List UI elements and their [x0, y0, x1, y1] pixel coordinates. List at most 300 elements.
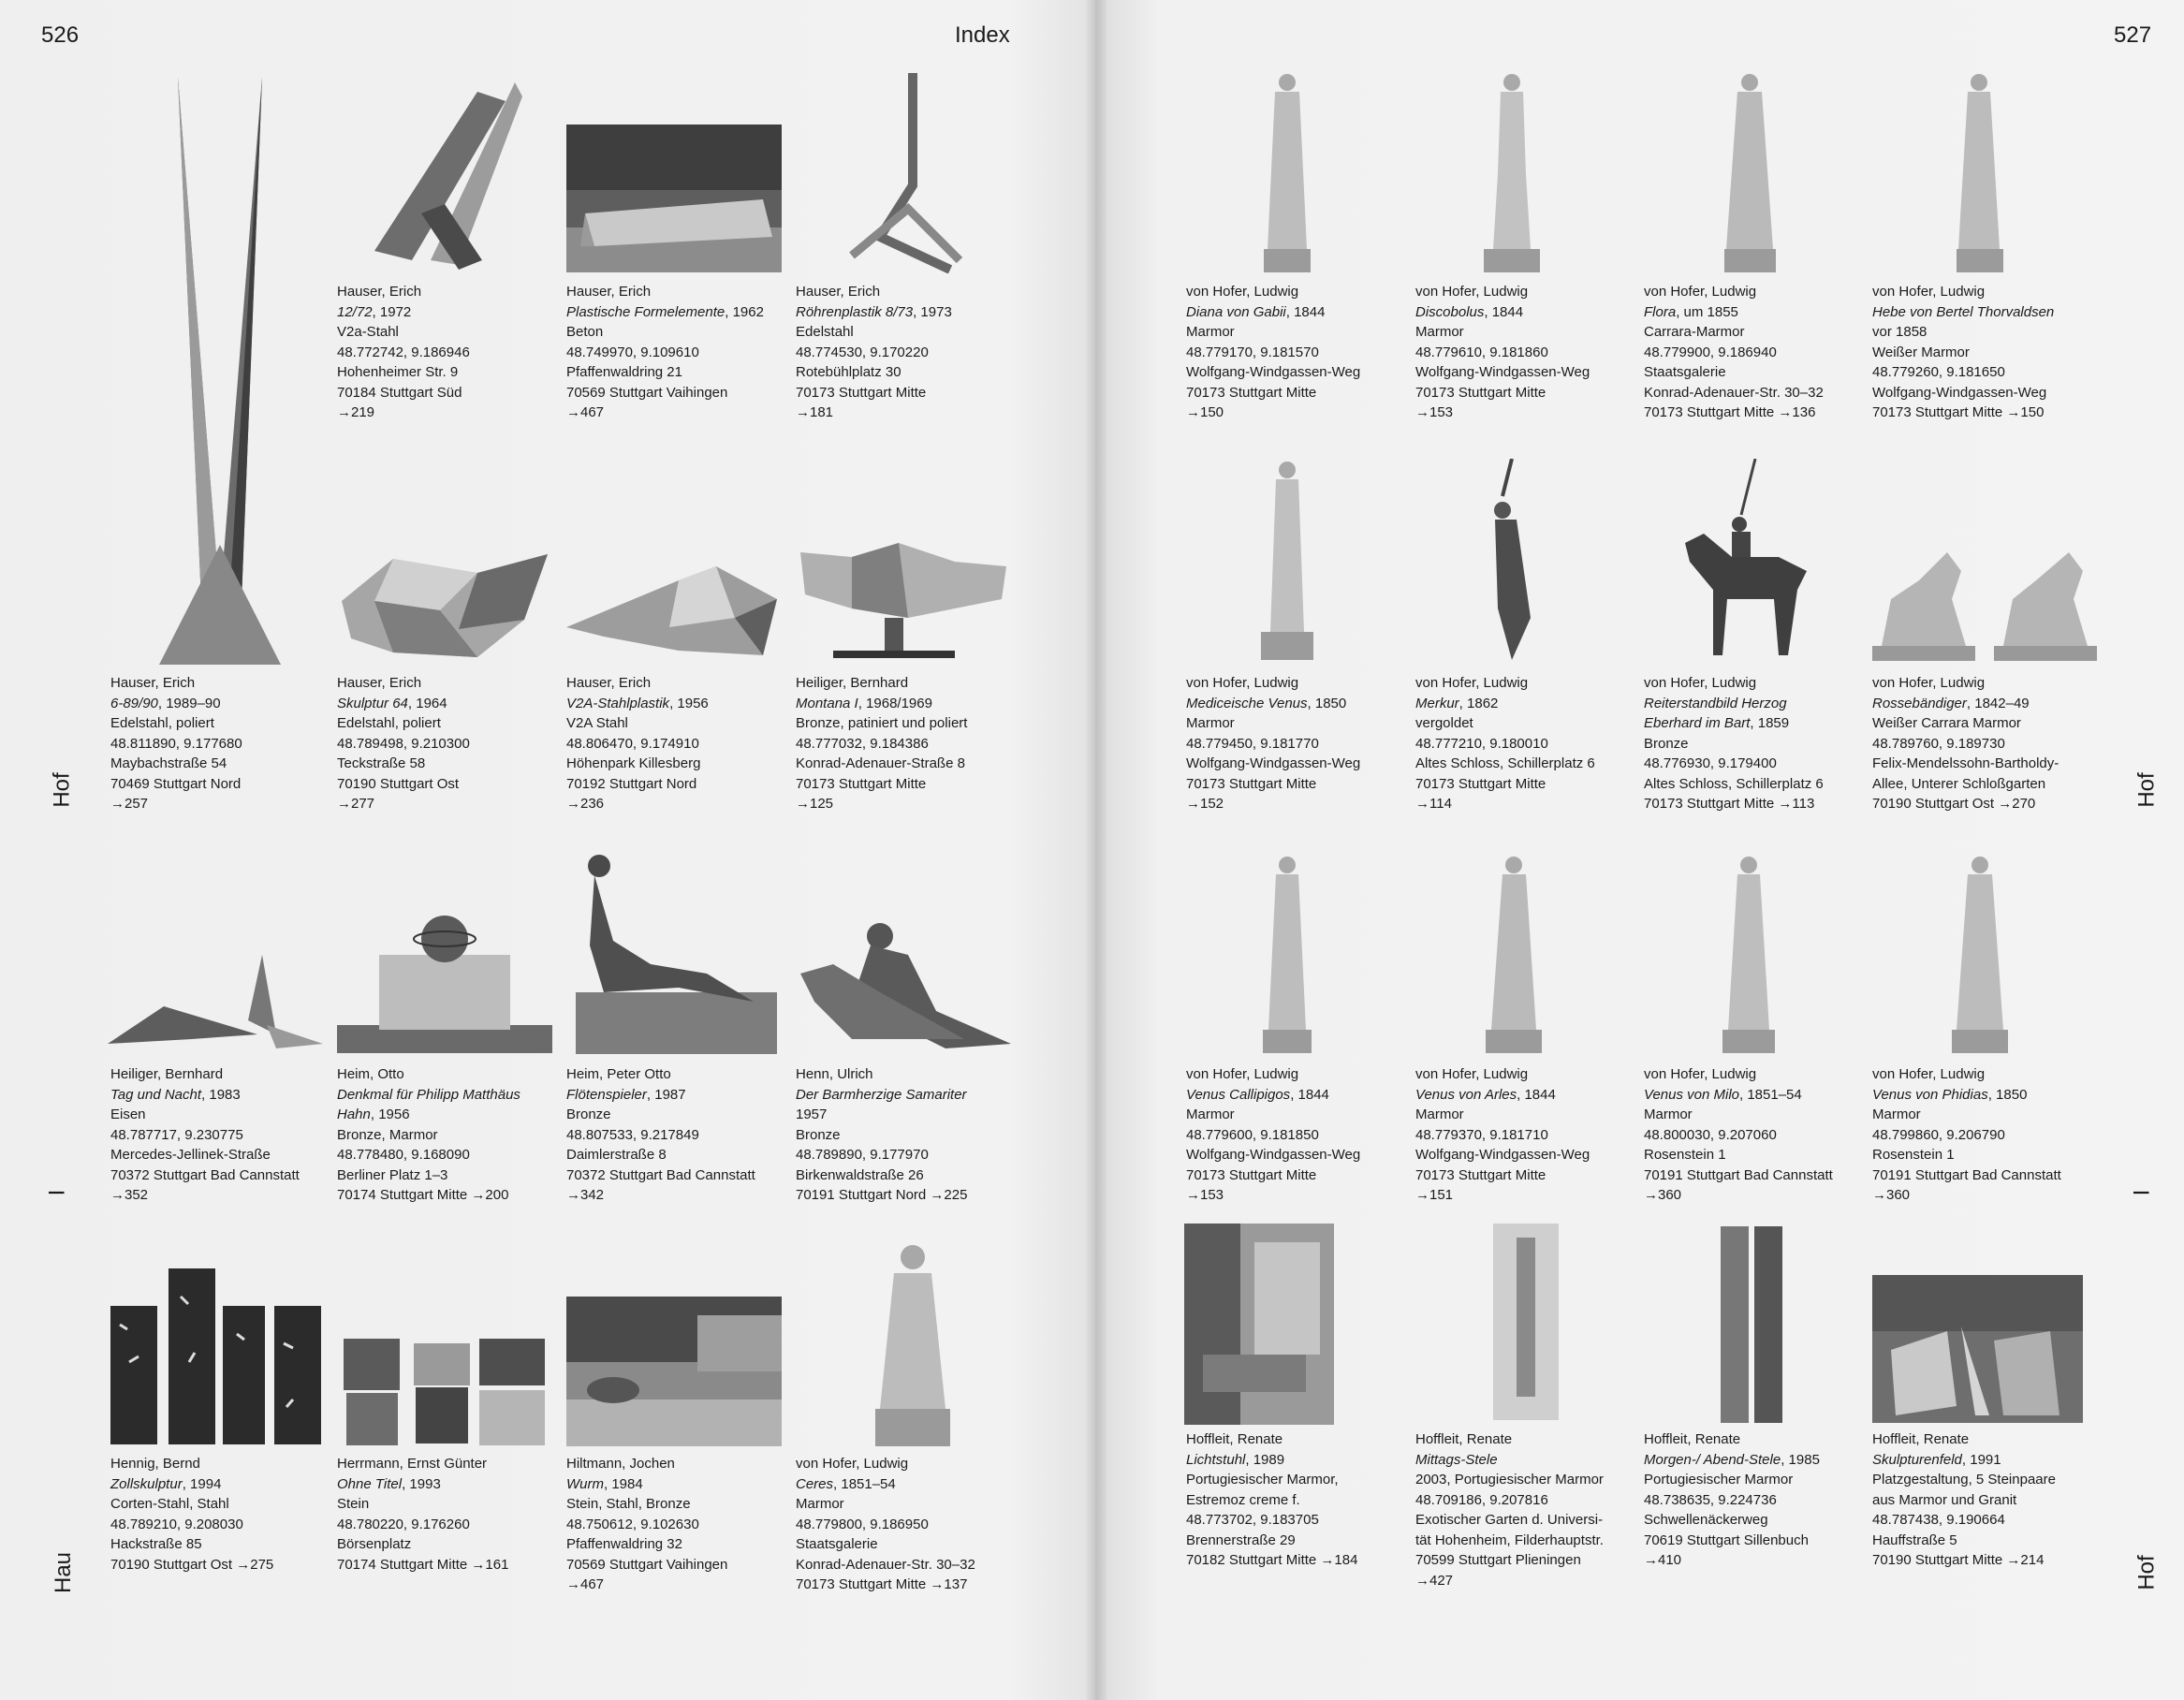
entry-title: V2A-Stahlplastik	[566, 695, 670, 711]
entry-city: 70173 Stuttgart Mitte	[1186, 1166, 1317, 1183]
entry-coordinates: 48.789760, 9.189730	[1872, 735, 2005, 752]
entry-material: Marmor	[1186, 1106, 1235, 1122]
index-entry-hofer-merkur	[1415, 673, 1635, 814]
entry-material: Bronze	[796, 1126, 841, 1143]
entry-page-ref: →410	[1644, 1552, 1682, 1568]
index-entry-hauser-12-72	[337, 282, 557, 423]
entry-artist: von Hofer, Ludwig	[1644, 284, 1757, 300]
entry-coordinates: 48.778480, 9.168090	[337, 1147, 470, 1163]
sculpture-photo-skulpturenfeld	[1872, 1275, 2083, 1423]
entry-address: Schwellenäckerweg	[1644, 1512, 1768, 1528]
index-entry-hauser-plastische-formelemente	[566, 282, 786, 423]
entry-coordinates: 48.806470, 9.174910	[566, 735, 699, 752]
sculpture-photo-montana-i	[796, 543, 1013, 665]
sculpture-photo-wurm	[566, 1297, 782, 1446]
entry-coordinates: 48.779800, 9.186950	[796, 1516, 929, 1532]
index-entry-heim-floetenspieler	[566, 1064, 786, 1206]
entry-title: Wurm	[566, 1475, 604, 1492]
index-entry-herrmann-ohne-titel	[337, 1454, 557, 1575]
entry-artist: Hoffleit, Renate	[1872, 1431, 1970, 1447]
entry-coordinates: 48.777032, 9.184386	[796, 735, 929, 752]
entry-coordinates: 48.779170, 9.181570	[1186, 344, 1319, 360]
entry-material: Beton	[566, 324, 604, 340]
entry-date: , um 1855	[1676, 303, 1738, 320]
statue-photo-venus-von-milo	[1711, 852, 1786, 1053]
entry-artist: Hoffleit, Renate	[1415, 1431, 1513, 1447]
sculpture-photo-lichtstuhl	[1184, 1224, 1334, 1425]
entry-material: Marmor	[1415, 1106, 1464, 1122]
entry-address: Wolfgang-Windgassen-Weg	[1186, 1147, 1361, 1163]
entry-title: Morgen-/ Abend-Stele	[1644, 1451, 1781, 1468]
entry-coordinates: 48.780220, 9.176260	[337, 1516, 470, 1532]
entry-city: 70469 Stuttgart Nord	[110, 775, 242, 792]
sculpture-photo-6-89-90	[150, 77, 290, 665]
entry-address-2: tät Hohenheim, Filderhauptstr.	[1415, 1531, 1604, 1548]
entry-artist: von Hofer, Ludwig	[1644, 675, 1757, 691]
entry-coordinates: 48.774530, 9.170220	[796, 344, 929, 360]
index-entry-hofer-reiterstandbild	[1644, 673, 1864, 814]
index-entry-hofer-venus-callipigos	[1186, 1064, 1406, 1206]
index-entry-hauser-6-89-90	[110, 673, 330, 814]
entry-artist: Herrmann, Ernst Günter	[337, 1456, 488, 1472]
entry-coordinates: 48.789498, 9.210300	[337, 735, 470, 752]
entry-artist: von Hofer, Ludwig	[1415, 1066, 1529, 1082]
entry-address: Wolfgang-Windgassen-Weg	[1186, 755, 1361, 771]
entry-artist: Hoffleit, Renate	[1186, 1431, 1283, 1447]
entry-material: Bronze, patiniert und poliert	[796, 715, 968, 731]
page-number-right: 527	[2114, 22, 2152, 48]
index-entry-hauser-v2a-stahlplastik	[566, 673, 786, 814]
entry-date: , 1956	[370, 1106, 410, 1122]
entry-address: Altes Schloss, Schillerplatz 6	[1415, 755, 1595, 771]
sculpture-photo-plastische-formelemente	[566, 125, 782, 272]
statue-photo-rossebaendiger	[1872, 543, 2097, 661]
entry-address: Höhenpark Killesberg	[566, 755, 701, 771]
index-entry-hoffleit-skulpturenfeld	[1872, 1429, 2092, 1571]
entry-title: Zollskulptur	[110, 1475, 183, 1492]
entry-artist: Hauser, Erich	[796, 284, 881, 300]
entry-date: , 1994	[182, 1475, 222, 1492]
entry-title: Diana von Gabii	[1186, 303, 1286, 320]
entry-address: Felix-Mendelssohn-Bartholdy-	[1872, 755, 2059, 771]
entry-title: Skulptur 64	[337, 695, 408, 711]
entry-page-ref: →360	[1872, 1187, 1911, 1203]
sculpture-photo-skulptur-64	[337, 545, 550, 661]
side-tab-middle-left: I	[44, 1189, 70, 1196]
entry-material: Platzgestaltung, 5 Steinpaare	[1872, 1472, 2056, 1488]
entry-material: Weißer Carrara Marmor	[1872, 715, 2021, 731]
entry-title: Venus Callipigos	[1186, 1086, 1291, 1103]
entry-title: Flötenspieler	[566, 1086, 647, 1103]
entry-date: , 1850	[1987, 1086, 2028, 1103]
entry-address: Teckstraße 58	[337, 755, 426, 771]
entry-material: Marmor	[796, 1496, 844, 1512]
entry-coordinates: 48.779900, 9.186940	[1644, 344, 1777, 360]
entry-coordinates: 48.750612, 9.102630	[566, 1516, 699, 1532]
index-entry-hofer-mediceische-venus	[1186, 673, 1406, 814]
index-entry-heiliger-tag-und-nacht	[110, 1064, 330, 1206]
entry-coordinates: 48.779600, 9.181850	[1186, 1126, 1319, 1143]
entry-date: , 1859	[1750, 715, 1790, 731]
entry-material: Edelstahl, poliert	[337, 715, 441, 731]
entry-coordinates: 48.787438, 9.190664	[1872, 1512, 2005, 1528]
entry-page-ref: →125	[796, 796, 834, 812]
index-entry-hoffleit-mittags-stele	[1415, 1429, 1635, 1590]
entry-artist: von Hofer, Ludwig	[1872, 1066, 1986, 1082]
entry-city: 70173 Stuttgart Mitte	[796, 384, 927, 401]
entry-title: Ceres	[796, 1475, 834, 1492]
book-gutter	[1086, 0, 1107, 1700]
entry-city: 70173 Stuttgart Mitte	[1415, 1166, 1546, 1183]
entry-coordinates: 48.738635, 9.224736	[1644, 1491, 1777, 1508]
entry-coordinates: 48.772742, 9.186946	[337, 344, 470, 360]
running-head: Index	[955, 22, 1010, 48]
sculpture-photo-12-72	[365, 73, 524, 270]
index-entry-hofer-venus-von-phidias	[1872, 1064, 2092, 1206]
entry-coordinates: 48.779370, 9.181710	[1415, 1126, 1548, 1143]
entry-material-2: aus Marmor und Granit	[1872, 1491, 2017, 1508]
statue-photo-reiterstandbild	[1676, 459, 1816, 660]
entry-city: 70173 Stuttgart Mitte →136	[1644, 404, 1816, 420]
entry-artist: von Hofer, Ludwig	[1186, 675, 1299, 691]
entry-date: , 1989	[1245, 1451, 1285, 1468]
sculpture-photo-mittags-stele	[1488, 1224, 1563, 1420]
index-entry-hiltmann-wurm	[566, 1454, 786, 1595]
entry-date: , 1844	[1290, 1086, 1329, 1103]
entry-artist: von Hofer, Ludwig	[1872, 675, 1986, 691]
index-entry-hofer-venus-von-milo	[1644, 1064, 1864, 1206]
entry-material: Portugiesischer Marmor	[1644, 1472, 1794, 1488]
entry-title-continued: Hahn	[337, 1106, 371, 1122]
sculpture-photo-v2a-stahlplastik	[566, 562, 777, 663]
entry-coordinates: 48.749970, 9.109610	[566, 344, 699, 360]
entry-page-ref: →360	[1644, 1187, 1682, 1203]
entry-coordinates: 48.789210, 9.208030	[110, 1516, 243, 1532]
entry-title: Röhrenplastik 8/73	[796, 303, 914, 320]
side-tab-lower-left: Hau	[51, 1551, 77, 1594]
entry-city: 70569 Stuttgart Vaihingen	[566, 1556, 728, 1573]
entry-date: , 1993	[402, 1475, 441, 1492]
entry-material: Edelstahl	[796, 324, 854, 340]
entry-coordinates: 48.807533, 9.217849	[566, 1126, 699, 1143]
index-entry-hauser-roehrenplastik	[796, 282, 1016, 423]
entry-coordinates: 48.799860, 9.206790	[1872, 1126, 2005, 1143]
entry-title: Rossebändiger	[1872, 695, 1967, 711]
side-tab-upper-left: Hof	[49, 772, 75, 808]
entry-date: , 1862	[1458, 695, 1499, 711]
sculpture-photo-floetenspieler	[566, 852, 780, 1054]
entry-address: Hauffstraße 5	[1872, 1531, 1957, 1548]
entry-city: 70173 Stuttgart Mitte →150	[1872, 404, 2045, 420]
entry-artist: Heiliger, Bernhard	[110, 1066, 224, 1082]
entry-city: 70192 Stuttgart Nord	[566, 775, 697, 792]
entry-material: Edelstahl, poliert	[110, 715, 214, 731]
entry-coordinates: 48.779450, 9.181770	[1186, 735, 1319, 752]
index-entry-henn-samariter	[796, 1064, 1016, 1206]
entry-material: Corten-Stahl, Stahl	[110, 1496, 229, 1512]
sculpture-photo-samariter	[796, 917, 1013, 1053]
entry-page-ref: →257	[110, 796, 149, 812]
entry-coordinates: 48.787717, 9.230775	[110, 1126, 243, 1143]
entry-date: , 1844	[1517, 1086, 1556, 1103]
entry-city: 70619 Stuttgart Sillenbuch	[1644, 1531, 1809, 1548]
sculpture-photo-zollskulptur	[110, 1268, 321, 1444]
entry-page-ref: →236	[566, 796, 605, 812]
entry-date: , 1956	[669, 695, 709, 711]
entry-address: Birkenwaldstraße 26	[796, 1166, 924, 1183]
entry-artist: Hiltmann, Jochen	[566, 1456, 675, 1472]
index-entry-hofer-flora	[1644, 282, 1864, 423]
entry-page-ref: →342	[566, 1187, 605, 1203]
entry-address: Hohenheimer Str. 9	[337, 364, 459, 380]
entry-title: Mittags-Stele	[1415, 1451, 1498, 1468]
entry-title: Der Barmherzige Samariter	[796, 1086, 967, 1103]
entry-date: , 1973	[913, 303, 952, 320]
entry-material: Carrara-Marmor	[1644, 324, 1745, 340]
sculpture-photo-ceres	[861, 1240, 964, 1446]
index-entry-hoffleit-morgen-abend-stele	[1644, 1429, 1864, 1571]
entry-city: 70173 Stuttgart Mitte →137	[796, 1576, 968, 1592]
entry-date: , 1984	[604, 1475, 643, 1492]
entry-page-ref: →219	[337, 404, 375, 420]
entry-artist: von Hofer, Ludwig	[1186, 1066, 1299, 1082]
index-entry-hennig-zollskulptur	[110, 1454, 330, 1575]
entry-artist: Heim, Otto	[337, 1066, 404, 1082]
entry-material: Stein	[337, 1496, 370, 1512]
entry-page-ref: →467	[566, 404, 605, 420]
entry-material: V2a-Stahl	[337, 324, 399, 340]
entry-artist: von Hofer, Ludwig	[1872, 284, 1986, 300]
entry-artist: Henn, Ulrich	[796, 1066, 873, 1082]
entry-date: 1957	[796, 1106, 828, 1122]
side-tab-upper-right: Hof	[2133, 772, 2160, 808]
entry-title: Mediceische Venus	[1186, 695, 1308, 711]
entry-city: 70173 Stuttgart Mitte	[1186, 775, 1317, 792]
entry-material-2: Estremoz creme f.	[1186, 1491, 1300, 1508]
entry-material: Weißer Marmor	[1872, 344, 1970, 360]
statue-photo-mediceische-venus	[1250, 459, 1325, 660]
entry-address: Börsenplatz	[337, 1536, 412, 1552]
entry-title: Venus von Phidias	[1872, 1086, 1988, 1103]
entry-city: 70569 Stuttgart Vaihingen	[566, 384, 728, 401]
entry-city: 70173 Stuttgart Mitte	[796, 775, 927, 792]
entry-material: Marmor	[1415, 324, 1464, 340]
entry-coordinates: 48.800030, 9.207060	[1644, 1126, 1777, 1143]
entry-address: Rosenstein 1	[1872, 1147, 1955, 1163]
entry-address: Wolfgang-Windgassen-Weg	[1415, 1147, 1590, 1163]
entry-artist: von Hofer, Ludwig	[1415, 675, 1529, 691]
statue-photo-hebe	[1949, 71, 2010, 272]
entry-coordinates: 48.779610, 9.181860	[1415, 344, 1548, 360]
entry-title: Discobolus	[1415, 303, 1485, 320]
statue-photo-venus-callipigos	[1250, 852, 1325, 1053]
index-entry-hofer-ceres	[796, 1454, 1016, 1595]
entry-artist: Heim, Peter Otto	[566, 1066, 671, 1082]
index-entry-heim-denkmal	[337, 1064, 557, 1206]
statue-photo-flora	[1715, 71, 1785, 272]
entry-material: vergoldet	[1415, 715, 1473, 731]
entry-city: 70191 Stuttgart Bad Cannstatt	[1644, 1166, 1833, 1183]
entry-date: , 1972	[372, 303, 412, 320]
entry-page-ref: →114	[1415, 796, 1452, 812]
index-entry-hofer-discobolus	[1415, 282, 1635, 423]
entry-date: , 1991	[1961, 1451, 2001, 1468]
entry-date: , 1964	[407, 695, 447, 711]
entry-page-ref: →151	[1415, 1187, 1454, 1203]
entry-address: Staatsgalerie	[796, 1536, 878, 1552]
entry-title-continued: Eberhard im Bart	[1644, 715, 1751, 731]
entry-city: 70191 Stuttgart Bad Cannstatt	[1872, 1166, 2061, 1183]
statue-photo-venus-von-arles	[1474, 852, 1554, 1053]
entry-city: 70174 Stuttgart Mitte →200	[337, 1187, 509, 1203]
entry-page-ref: →181	[796, 404, 834, 420]
entry-address: Berliner Platz 1–3	[337, 1166, 448, 1183]
entry-address: Daimlerstraße 8	[566, 1147, 667, 1163]
entry-material: Marmor	[1186, 715, 1235, 731]
entry-page-ref: →352	[110, 1187, 149, 1203]
entry-material: Bronze, Marmor	[337, 1126, 438, 1143]
sculpture-photo-tag-und-nacht	[108, 955, 323, 1048]
entry-address: Staatsgalerie	[1644, 364, 1726, 380]
entry-address-2: Konrad-Adenauer-Str. 30–32	[1644, 384, 1824, 401]
entry-title: 12/72	[337, 303, 373, 320]
entry-material: V2A Stahl	[566, 715, 628, 731]
entry-city: 70190 Stuttgart Ost →270	[1872, 796, 2036, 812]
entry-coordinates: 48.779260, 9.181650	[1872, 364, 2005, 380]
entry-date: , 1842–49	[1966, 695, 2030, 711]
entry-title: Montana I	[796, 695, 858, 711]
entry-artist: Hennig, Bernd	[110, 1456, 200, 1472]
entry-address: Rotebühlplatz 30	[796, 364, 901, 380]
entry-date: , 1987	[646, 1086, 686, 1103]
entry-page-ref: →153	[1186, 1187, 1224, 1203]
entry-artist: von Hofer, Ludwig	[1644, 1066, 1757, 1082]
index-entry-hauser-skulptur-64	[337, 673, 557, 814]
right-page	[1095, 0, 2184, 1700]
entry-title: Venus von Milo	[1644, 1086, 1739, 1103]
entry-page-ref: →152	[1186, 796, 1224, 812]
entry-artist: Hauser, Erich	[110, 675, 196, 691]
entry-city: 70372 Stuttgart Bad Cannstatt	[110, 1166, 300, 1183]
entry-material: 2003, Portugiesischer Marmor	[1415, 1472, 1604, 1488]
entry-city: 70173 Stuttgart Mitte	[1186, 384, 1317, 401]
entry-address: Mercedes-Jellinek-Straße	[110, 1147, 271, 1163]
entry-coordinates: 48.777210, 9.180010	[1415, 735, 1548, 752]
index-entry-hofer-rossebaendiger	[1872, 673, 2092, 814]
entry-date: , 1985	[1781, 1451, 1820, 1468]
index-entry-heiliger-montana	[796, 673, 1016, 814]
index-entry-hofer-diana	[1186, 282, 1406, 423]
entry-page-ref: →467	[566, 1576, 605, 1592]
entry-title: Skulpturenfeld	[1872, 1451, 1962, 1468]
entry-city: 70372 Stuttgart Bad Cannstatt	[566, 1166, 755, 1183]
entry-address: Brennerstraße 29	[1186, 1531, 1296, 1548]
entry-city: 70174 Stuttgart Mitte →161	[337, 1556, 509, 1573]
entry-date: , 1844	[1484, 303, 1524, 320]
entry-date: , 1968/1969	[857, 695, 932, 711]
sculpture-photo-denkmal-hahn	[337, 913, 552, 1053]
entry-title: Ohne Titel	[337, 1475, 403, 1492]
entry-address-2: Allee, Unterer Schloßgarten	[1872, 775, 2046, 792]
sculpture-photo-morgen-abend-stele	[1721, 1226, 1782, 1423]
entry-title: Tag und Nacht	[110, 1086, 202, 1103]
entry-coordinates: 48.811890, 9.177680	[110, 735, 242, 752]
entry-date: , 1962	[725, 303, 764, 320]
entry-address: Konrad-Adenauer-Straße 8	[796, 755, 965, 771]
entry-address: Altes Schloss, Schillerplatz 6	[1644, 775, 1824, 792]
entry-city: 70190 Stuttgart Mitte →214	[1872, 1552, 2045, 1568]
entry-date: , 1850	[1307, 695, 1347, 711]
entry-artist: von Hofer, Ludwig	[1415, 284, 1529, 300]
entry-material: Stein, Stahl, Bronze	[566, 1496, 691, 1512]
index-entry-hofer-venus-von-arles	[1415, 1064, 1635, 1206]
entry-date: , 1844	[1285, 303, 1326, 320]
entry-artist: Hauser, Erich	[566, 284, 652, 300]
side-tab-lower-right: Hof	[2133, 1555, 2160, 1590]
entry-address: Pfaffenwaldring 21	[566, 364, 682, 380]
entry-artist: Hauser, Erich	[337, 675, 422, 691]
entry-material: Portugiesischer Marmor,	[1186, 1472, 1339, 1488]
entry-coordinates: 48.773702, 9.183705	[1186, 1512, 1319, 1528]
sculpture-photo-roehrenplastik	[796, 73, 964, 273]
entry-date: , 1851–54	[833, 1475, 896, 1492]
entry-address-2: Konrad-Adenauer-Str. 30–32	[796, 1556, 975, 1573]
entry-date: , 1851–54	[1739, 1086, 1802, 1103]
statue-photo-discobolus	[1474, 71, 1549, 272]
entry-title: Plastische Formelemente	[566, 303, 726, 320]
entry-material: Bronze	[566, 1106, 611, 1122]
entry-title: Lichtstuhl	[1186, 1451, 1246, 1468]
entry-coordinates: 48.776930, 9.179400	[1644, 755, 1777, 771]
entry-city: 70173 Stuttgart Mitte →113	[1644, 796, 1815, 812]
entry-address: Pfaffenwaldring 32	[566, 1536, 682, 1552]
entry-title: Venus von Arles	[1415, 1086, 1517, 1103]
entry-material: Eisen	[110, 1106, 146, 1122]
entry-artist: von Hofer, Ludwig	[796, 1456, 909, 1472]
entry-city: 70184 Stuttgart Süd	[337, 384, 462, 401]
entry-address: Maybachstraße 54	[110, 755, 227, 771]
entry-page-ref: →427	[1415, 1572, 1454, 1589]
entry-city: 70191 Stuttgart Nord →225	[796, 1187, 968, 1203]
entry-date: vor 1858	[1872, 324, 1927, 340]
entry-material: Marmor	[1186, 324, 1235, 340]
entry-title: Flora	[1644, 303, 1677, 320]
entry-date: , 1983	[201, 1086, 241, 1103]
index-entry-hoffleit-lichtstuhl	[1186, 1429, 1406, 1571]
entry-material: Marmor	[1644, 1106, 1693, 1122]
entry-city: 70190 Stuttgart Ost →275	[110, 1556, 274, 1573]
entry-date: , 1989–90	[157, 695, 221, 711]
statue-photo-merkur	[1474, 459, 1549, 660]
entry-material: Bronze	[1644, 735, 1689, 752]
entry-artist: Hauser, Erich	[337, 284, 422, 300]
entry-artist: Heiliger, Bernhard	[796, 675, 909, 691]
entry-material: Marmor	[1872, 1106, 1921, 1122]
entry-address: Wolfgang-Windgassen-Weg	[1872, 384, 2047, 401]
index-entry-hofer-hebe	[1872, 282, 2092, 423]
sculpture-photo-ohne-titel	[339, 1339, 554, 1445]
entry-title: 6-89/90	[110, 695, 158, 711]
entry-address: Hackstraße 85	[110, 1536, 202, 1552]
statue-photo-diana	[1254, 71, 1320, 272]
entry-coordinates: 48.789890, 9.177970	[796, 1147, 929, 1163]
entry-address: Wolfgang-Windgassen-Weg	[1415, 364, 1590, 380]
entry-title: Hebe von Bertel Thorvaldsen	[1872, 303, 2055, 320]
entry-title: Denkmal für Philipp Matthäus	[337, 1086, 520, 1103]
entry-artist: Hoffleit, Renate	[1644, 1431, 1741, 1447]
entry-city: 70173 Stuttgart Mitte	[1415, 384, 1546, 401]
entry-address: Rosenstein 1	[1644, 1147, 1726, 1163]
